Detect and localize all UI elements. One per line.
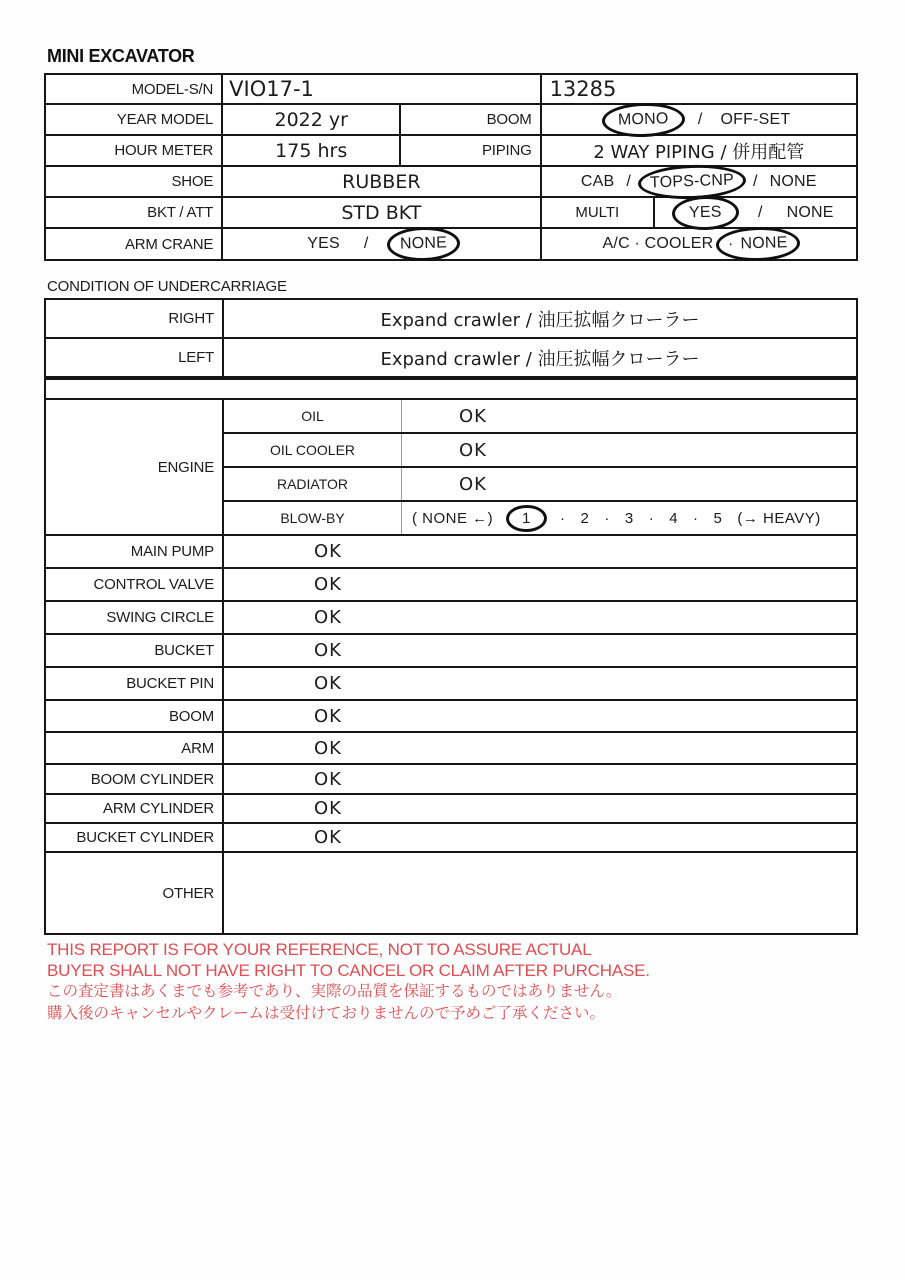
table-row [46, 337, 856, 376]
cab-separator-2: / [753, 172, 758, 190]
radiator-value: OK [459, 473, 487, 495]
engine-row-blowby [224, 500, 856, 534]
component-row [46, 731, 856, 763]
disclaimer-line-3: この査定書はあくまでも参考であり、実際の品質を保証するものではありません。 [47, 983, 622, 1000]
blowby-dot: · [693, 509, 699, 527]
undercarriage-table [44, 298, 858, 378]
blowby-level-3: 3 [624, 509, 634, 527]
multi-options [653, 198, 856, 227]
arm-check-value: OK [222, 733, 856, 763]
other-label: OTHER [162, 884, 214, 902]
arm-cylinder-value: OK [222, 795, 856, 822]
checklist-table [44, 378, 858, 935]
control-valve-label: CONTROL VALVE [93, 576, 214, 593]
blowby-selected: 1 [522, 509, 532, 527]
bucket-pin-value: OK [222, 668, 856, 699]
circle-annotation-ac-none [716, 226, 800, 262]
table-row [46, 227, 856, 259]
undercarriage-heading: CONDITION OF UNDERCARRIAGE [47, 278, 287, 295]
undercarriage-left-label: LEFT [178, 349, 214, 366]
ac-separator: · [728, 235, 735, 253]
piping-value: 2 WAY PIPING / 併用配管 [540, 136, 856, 165]
boom-separator: / [697, 110, 703, 128]
bucket-value: OK [222, 635, 856, 666]
component-row [46, 633, 856, 666]
arm-crane-separator: / [363, 235, 369, 252]
cab-options [540, 167, 856, 196]
blowby-label: BLOW-BY [224, 502, 402, 534]
page-title: MINI EXCAVATOR [47, 46, 195, 66]
boom-other: OFF-SET [720, 110, 791, 128]
undercarriage-left-value: Expand crawler / 油圧拡幅クローラー [222, 339, 856, 376]
cab-separator-1: / [626, 172, 632, 190]
boom-check-value: OK [222, 701, 856, 731]
bucket-label: BUCKET [154, 642, 214, 659]
blowby-dot: · [604, 509, 610, 527]
cab-label: CAB [580, 172, 615, 190]
multi-other: NONE [786, 203, 834, 221]
engine-label: ENGINE [157, 458, 214, 476]
hour-meter-value: 175 hrs [221, 136, 399, 165]
year-model-label: YEAR MODEL [116, 111, 214, 128]
bkt-att-label: BKT / ATT [147, 204, 214, 221]
year-model-value: 2022 yr [221, 105, 399, 134]
component-row [46, 534, 856, 567]
disclaimer-line-2: BUYER SHALL NOT HAVE RIGHT TO CANCEL OR CLAIM AFTER PURCHASE. [47, 960, 650, 980]
blowby-level-5: 5 [713, 509, 723, 527]
circle-annotation-tops-cnp [637, 163, 746, 201]
component-row [46, 763, 856, 793]
blowby-level-4: 4 [669, 509, 679, 527]
circle-annotation-mono [602, 101, 685, 137]
component-row [46, 699, 856, 731]
cab-other: NONE [769, 172, 817, 190]
boom-label: BOOM [399, 105, 539, 134]
model-sn-label: MODEL-S/N [131, 80, 214, 98]
oil-label: OIL [224, 400, 402, 432]
arm-crane-option-yes: YES [307, 235, 340, 252]
main-pump-label: MAIN PUMP [130, 543, 214, 560]
multi-selected: YES [689, 203, 723, 221]
swing-circle-value: OK [222, 602, 856, 633]
table-row [46, 300, 856, 337]
undercarriage-right-label: RIGHT [168, 310, 214, 327]
ac-cooler-options [540, 229, 856, 259]
blowby-dot: · [560, 509, 566, 527]
control-valve-value: OK [222, 569, 856, 600]
engine-block [46, 398, 856, 534]
arm-crane-selected: NONE [400, 234, 448, 253]
spacer-cell [46, 380, 856, 398]
swing-circle-label: SWING CIRCLE [106, 609, 214, 626]
main-pump-value: OK [222, 536, 856, 567]
other-row [46, 851, 856, 933]
table-row [46, 134, 856, 165]
boom-options [540, 105, 856, 134]
bucket-cylinder-value: OK [222, 824, 856, 851]
multi-separator: / [757, 203, 763, 221]
table-row [46, 75, 856, 103]
circle-annotation-armcrane-none [387, 226, 461, 262]
piping-label: PIPING [399, 136, 539, 165]
blowby-suffix: (→ HEAVY) [737, 509, 821, 527]
undercarriage-right-value: Expand crawler / 油圧拡幅クローラー [222, 300, 856, 337]
table-row [46, 196, 856, 227]
boom-check-label: BOOM [168, 707, 214, 725]
component-row [46, 822, 856, 851]
shoe-label: SHOE [171, 173, 214, 190]
other-value [222, 853, 856, 933]
multi-label: MULTI [540, 198, 653, 227]
cab-selected: TOPS-CNP [649, 171, 735, 191]
bucket-pin-label: BUCKET PIN [126, 675, 214, 692]
oil-cooler-label: OIL COOLER [224, 434, 402, 466]
arm-check-label: ARM [181, 739, 214, 757]
arm-crane-options [221, 229, 539, 259]
disclaimer-line-1: THIS REPORT IS FOR YOUR REFERENCE, NOT TO ASSURE ACTUAL [47, 940, 592, 959]
component-row [46, 567, 856, 600]
arm-cylinder-label: ARM CYLINDER [103, 800, 214, 817]
blowby-level-2: 2 [580, 509, 590, 527]
engine-sub-table [222, 400, 856, 534]
blowby-scale [402, 502, 856, 534]
spec-table [44, 73, 858, 261]
circle-annotation-blowby-1 [506, 504, 547, 532]
table-row [46, 165, 856, 196]
arm-crane-label: ARM CRANE [124, 235, 214, 253]
component-row [46, 600, 856, 633]
hour-meter-label: HOUR METER [114, 142, 214, 159]
serial-value: 13285 [540, 75, 856, 103]
engine-row-oil [224, 400, 856, 432]
boom-cylinder-value: OK [222, 765, 856, 793]
spacer-row [46, 380, 856, 398]
model-value: VIO17-1 [221, 75, 539, 103]
boom-cylinder-label: BOOM CYLINDER [90, 770, 214, 788]
engine-row-radiator [224, 466, 856, 500]
disclaimer [47, 940, 650, 1024]
table-row [46, 103, 856, 134]
blowby-prefix: ( NONE ←) [412, 509, 494, 527]
disclaimer-line-4: 購入後のキャンセルやクレームは受付けておりませんので予めご了承ください。 [47, 1004, 606, 1022]
radiator-label: RADIATOR [224, 468, 402, 500]
oil-cooler-value: OK [459, 439, 487, 461]
component-row [46, 666, 856, 699]
engine-row-oil-cooler [224, 432, 856, 466]
blowby-dot: · [648, 509, 655, 527]
oil-value: OK [459, 405, 487, 427]
shoe-value: RUBBER [221, 167, 539, 196]
component-row [46, 793, 856, 822]
ac-cooler-label: A/C · COOLER [602, 235, 714, 252]
ac-selected: NONE [740, 234, 789, 253]
bucket-cylinder-label: BUCKET CYLINDER [76, 829, 214, 846]
circle-annotation-multi-yes [672, 195, 739, 231]
boom-selected: MONO [618, 109, 670, 129]
bkt-att-value: STD BKT [221, 198, 539, 227]
